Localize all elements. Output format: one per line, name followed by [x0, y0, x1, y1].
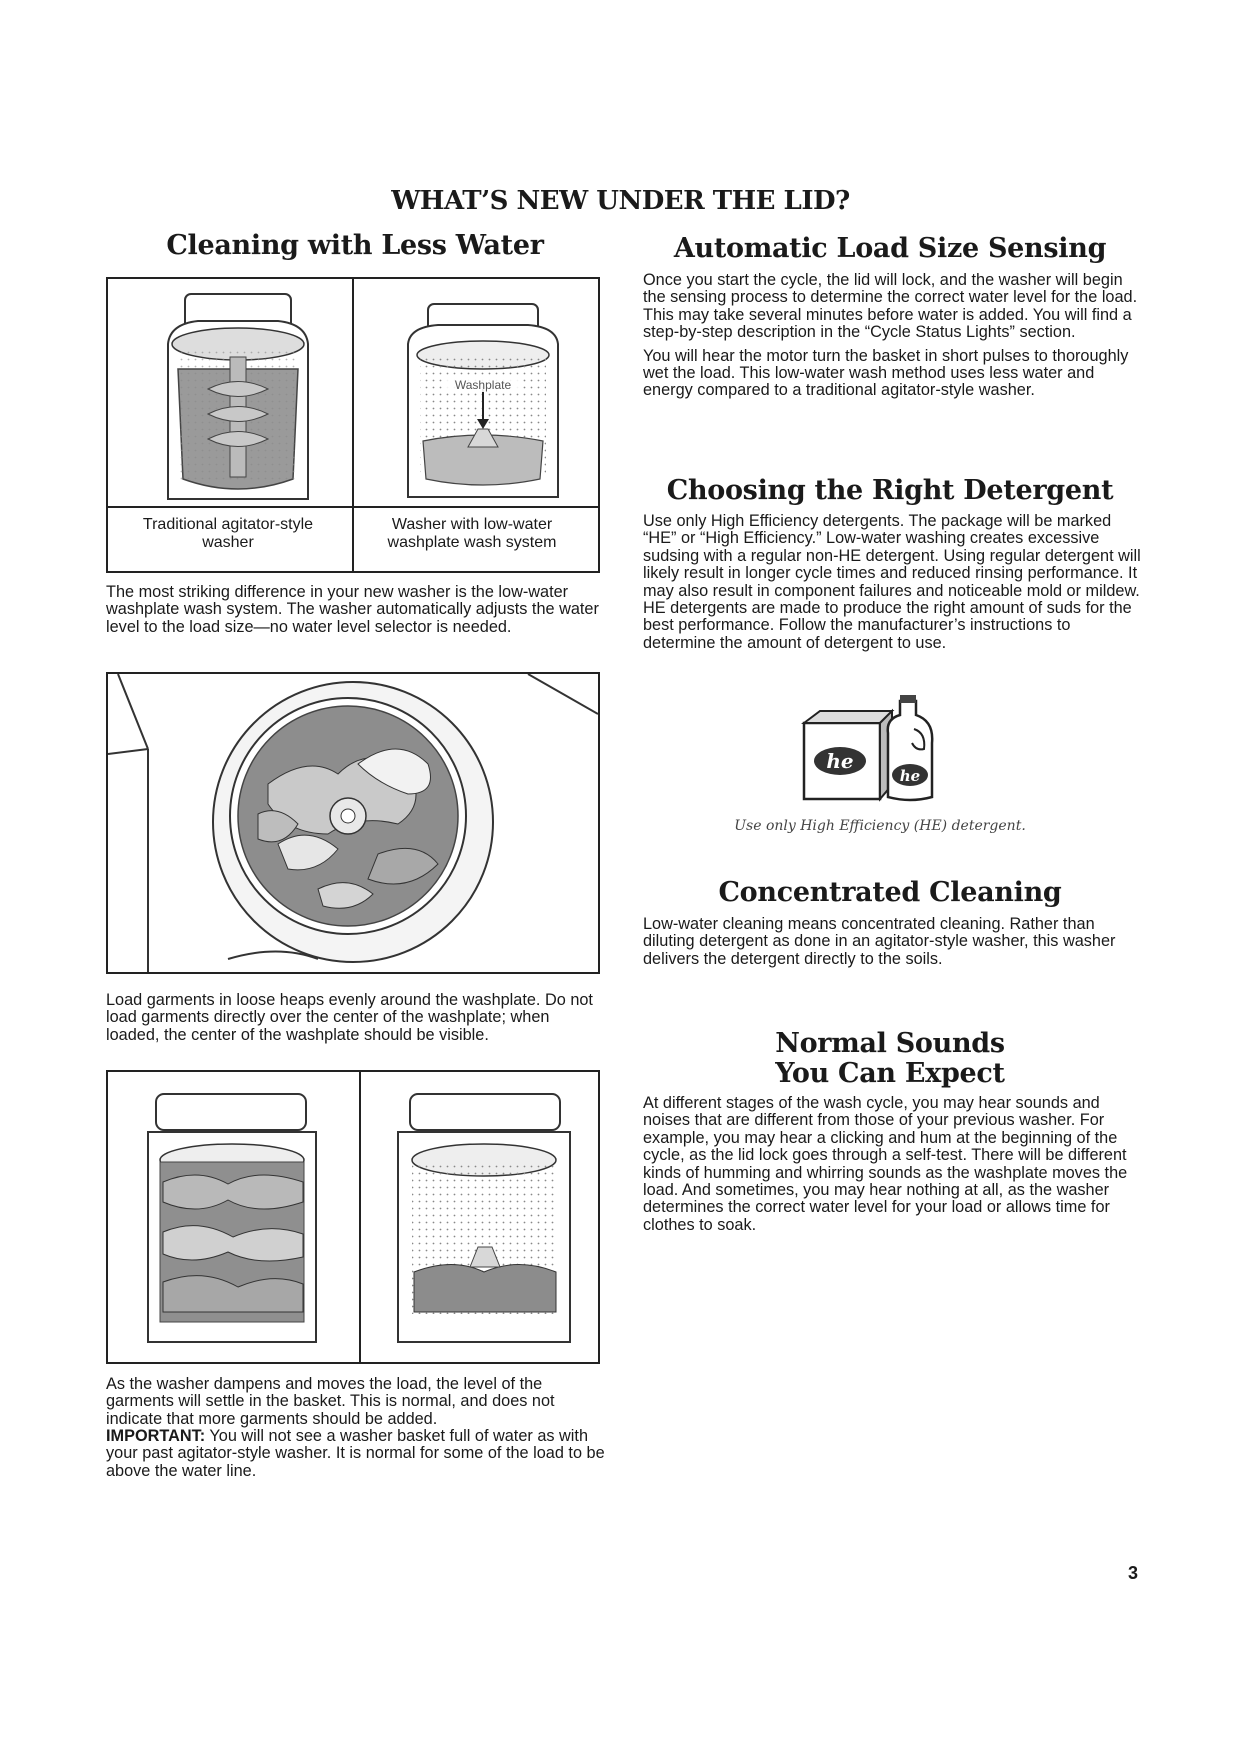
important-text: You will not see a washer basket full of water as with your past agitator-style washer. It is normal for some of the load to be above the water line.	[106, 1427, 605, 1480]
heading-normal-sounds	[640, 1029, 1140, 1089]
para-detergent: Use only High Efficiency detergents. The package will be marked “HE” or “High Efficiency.” Low-water washing creates excessive sudsing with a regular non-HE detergent. Using regular detergent will likely result in longer cycle times and reduced rinsing performance. It may also result in component failures and noticeable mold or mildew. HE detergents are made to produce the right amount of suds for the best performance. Follow the manufacturer’s instructions to determine the amount of detergent to use.	[643, 512, 1141, 652]
heading-normal-sounds-line2: You Can Expect	[775, 1058, 1005, 1089]
washplate-label: Washplate	[454, 378, 512, 392]
section-load-sensing	[643, 272, 1138, 406]
agitator-washer-drawing	[168, 294, 308, 499]
heading-normal-sounds-line1: Normal Sounds	[775, 1028, 1005, 1059]
para-important	[106, 1428, 606, 1480]
page-title: WHAT’S NEW UNDER THE LID?	[391, 186, 850, 216]
washplate-washer-drawing	[408, 304, 558, 497]
washer-full-load	[148, 1094, 316, 1342]
caption-agitator-washer: Traditional agitator-style washer	[142, 516, 314, 551]
loaded-washer-illustration	[108, 674, 598, 972]
figure-loaded-washer	[106, 672, 600, 974]
para-load-sensing-1: Once you start the cycle, the lid will lock, and the washer will begin the sensing process to determine the correct water level for the load. This may take several minutes before water is added. You will find a step-by-step description in the “Cycle Status Lights” section.	[643, 271, 1138, 342]
para-normal-sounds: At different stages of the wash cycle, you may hear sounds and noises that are different from those of your previous washer. For example, you may hear a clicking and hum at the beginning of the cycle, as the lid lock goes through a self-test. There will be different kinds of humming and whirring sounds as the washplate moves the load. And sometimes, you may hear nothing at all, as the washer determines the correct water level for your load or allows time for clothes to soak.	[643, 1094, 1128, 1234]
para-settle: As the washer dampens and moves the load, the level of the garments will settle in the basket. This is normal, and does not indicate that more garments should be added.	[106, 1375, 555, 1428]
para-concentrated: Low-water cleaning means concentrated cleaning. Rather than diluting detergent as done in an agitator-style washer, this washer delivers the detergent directly to the soils.	[643, 915, 1116, 968]
heading-right-detergent: Choosing the Right Detergent	[666, 475, 1114, 506]
para-striking-difference: The most striking difference in your new washer is the low-water washplate wash system. The washer automatically adjusts the water level to the load size—no water level selector is needed.	[106, 583, 599, 636]
washer-settled-load	[398, 1094, 570, 1342]
he-logo-box: he	[826, 749, 854, 773]
important-label: IMPORTANT:	[106, 1427, 206, 1445]
para-load-sensing-2: You will hear the motor turn the basket in short pulses to thoroughly wet the load. This low-water wash method uses less water and energy compared to a traditional agitator-style washer.	[643, 346, 1129, 400]
figure-garment-settling	[106, 1070, 600, 1364]
page-number: 3	[1127, 1563, 1138, 1583]
para-load-garments: Load garments in loose heaps evenly around the washplate. Do not load garments directly over the center of the washplate; when loaded, the center of the washplate should be visible.	[106, 991, 593, 1044]
garment-settling-illustration	[108, 1072, 598, 1362]
he-detergent-illustration	[800, 693, 940, 805]
heading-load-size-sensing: Automatic Load Size Sensing	[673, 233, 1107, 264]
heading-cleaning-less-water: Cleaning with Less Water	[166, 230, 544, 261]
heading-concentrated-cleaning: Concentrated Cleaning	[718, 877, 1062, 908]
he-caption: Use only High Efficiency (HE) detergent.	[734, 818, 1026, 834]
caption-washplate-washer: Washer with low-water washplate wash system	[387, 516, 557, 551]
he-logo-bottle: he	[899, 767, 921, 785]
